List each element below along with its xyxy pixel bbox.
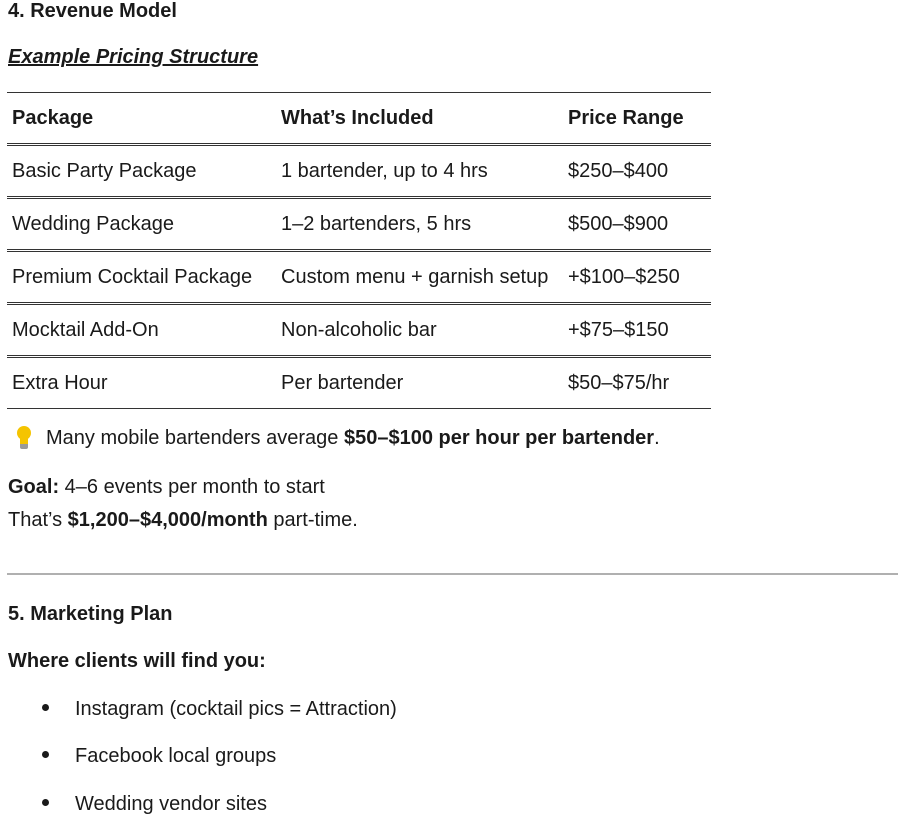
list-item-label: Facebook local groups (75, 745, 277, 767)
list-item-label: Instagram (cocktail pics = Attraction) (75, 698, 397, 720)
cell-included: 1 bartender, up to 4 hrs (276, 145, 563, 198)
tip-text: Many mobile bartenders average (46, 426, 344, 449)
cell-package: Mocktail Add-On (7, 304, 276, 357)
cell-included: Per bartender (276, 357, 563, 409)
cell-included: Non-alcoholic bar (276, 304, 563, 357)
section-heading-revenue-model: 4. Revenue Model (8, 0, 177, 22)
bullet-icon (42, 704, 49, 711)
list-item (42, 793, 267, 816)
income-amount: $1,200–$4,000/month (67, 509, 268, 531)
income-prefix: That’s (8, 509, 68, 531)
cell-package: Premium Cocktail Package (7, 251, 276, 304)
bullet-icon (42, 751, 49, 758)
list-item-label: Wedding vendor sites (75, 793, 267, 815)
tip-suffix: . (654, 426, 660, 449)
lightbulb-icon (14, 426, 34, 450)
pricing-tip (14, 426, 660, 450)
cell-price: $500–$900 (563, 198, 711, 251)
table-row (7, 145, 711, 198)
section-divider (7, 573, 898, 575)
goal-line (8, 476, 325, 499)
goal-label: Goal: (8, 476, 60, 498)
bullet-icon (42, 799, 49, 806)
income-suffix: part-time. (267, 509, 358, 531)
cell-package: Wedding Package (7, 198, 276, 251)
table-row (7, 357, 711, 409)
clients-label: Where clients will find you: (8, 650, 266, 672)
cell-price: +$75–$150 (563, 304, 711, 357)
cell-included: 1–2 bartenders, 5 hrs (276, 198, 563, 251)
cell-included: Custom menu + garnish setup (276, 251, 563, 304)
table-row (7, 304, 711, 357)
list-item (42, 698, 397, 721)
goal-text: 4–6 events per month to start (59, 476, 325, 498)
cell-package: Basic Party Package (7, 145, 276, 198)
cell-price: $50–$75/hr (563, 357, 711, 409)
table-row (7, 198, 711, 251)
income-line (8, 509, 358, 532)
header-package: Package (7, 93, 276, 145)
header-price-range: Price Range (563, 93, 711, 145)
cell-package: Extra Hour (7, 357, 276, 409)
list-item (42, 745, 276, 768)
cell-price: $250–$400 (563, 145, 711, 198)
tip-highlight: $50–$100 per hour per bartender (343, 426, 655, 449)
pricing-structure-subheading: Example Pricing Structure (8, 46, 259, 68)
table-header-row (7, 93, 711, 145)
section-heading-marketing-plan: 5. Marketing Plan (8, 603, 173, 625)
cell-price: +$100–$250 (563, 251, 711, 304)
header-whats-included: What’s Included (276, 93, 563, 145)
pricing-table (7, 92, 711, 409)
table-row (7, 251, 711, 304)
